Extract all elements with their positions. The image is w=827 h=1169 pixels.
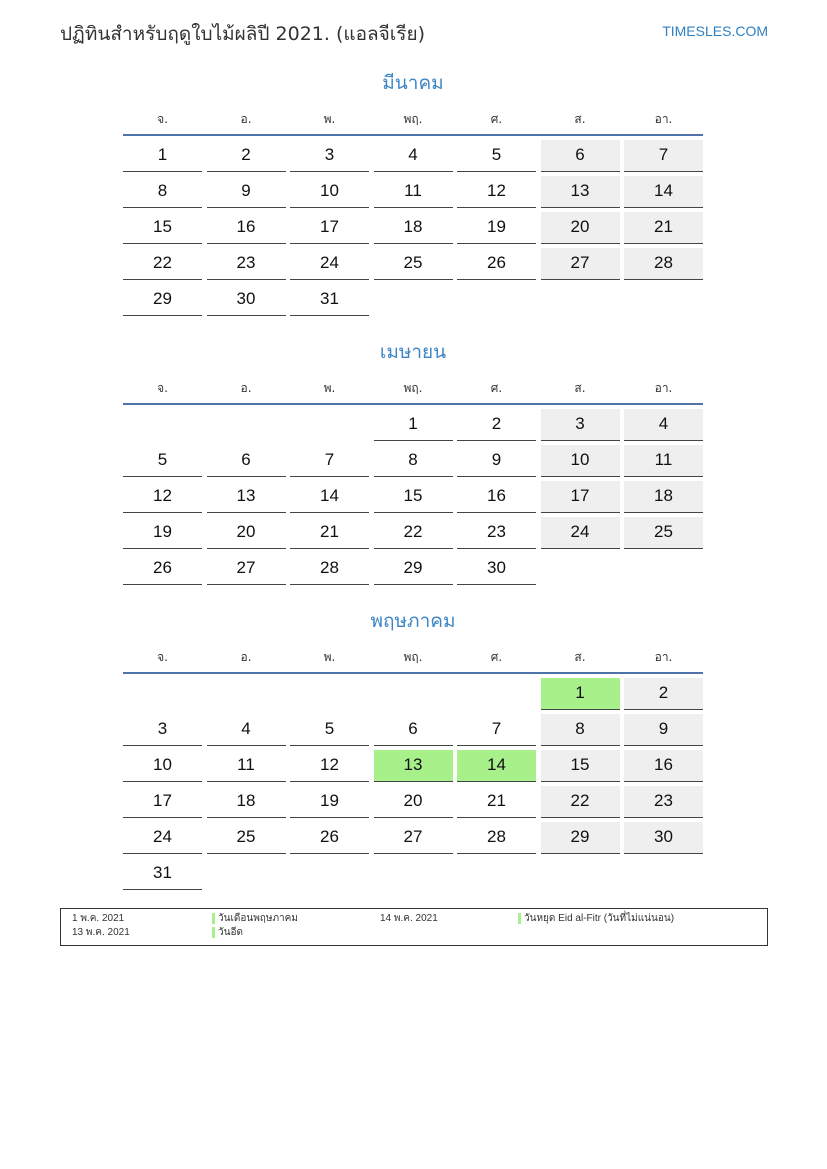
weekday-label: ศ.	[490, 112, 503, 126]
weekday-label: พฤ.	[403, 650, 423, 664]
month-title: พฤษภาคม	[370, 610, 456, 632]
month-title: เมษายน	[379, 341, 447, 363]
empty-day-cell	[457, 284, 536, 316]
day-cell: 31	[123, 858, 202, 890]
day-cell: 26	[123, 553, 202, 585]
day-cell: 17	[541, 481, 620, 513]
empty-day-cell	[541, 553, 620, 585]
day-cell: 11	[207, 750, 286, 782]
day-cell: 23	[207, 248, 286, 280]
day-cell: 21	[457, 786, 536, 818]
day-cell: 16	[457, 481, 536, 513]
day-cell: 5	[457, 140, 536, 172]
week-row	[123, 513, 703, 549]
day-cell: 9	[207, 176, 286, 208]
day-cell: 28	[290, 553, 369, 585]
site-link[interactable]: TIMESLES.COM	[662, 23, 768, 39]
empty-day-cell	[123, 678, 202, 710]
empty-day-cell	[374, 284, 453, 316]
weekday-label: ส.	[574, 650, 586, 664]
weekday-label: พฤ.	[403, 381, 423, 395]
month-calendar	[123, 339, 703, 585]
day-cell: 30	[207, 284, 286, 316]
day-cell: 22	[541, 786, 620, 818]
day-cell: 25	[374, 248, 453, 280]
day-cell: 6	[374, 714, 453, 746]
day-cell: 4	[374, 140, 453, 172]
day-cell: 9	[457, 445, 536, 477]
legend-date: 14 พ.ค. 2021	[380, 913, 438, 924]
empty-day-cell	[290, 678, 369, 710]
weekday-label: พ.	[323, 381, 336, 395]
empty-day-cell	[290, 409, 369, 441]
week-row	[123, 172, 703, 208]
day-cell: 25	[207, 822, 286, 854]
day-cell: 24	[290, 248, 369, 280]
day-cell: 9	[624, 714, 703, 746]
weekday-label: จ.	[157, 650, 168, 664]
day-cell: 19	[123, 517, 202, 549]
day-cell: 3	[290, 140, 369, 172]
week-row	[123, 818, 703, 854]
day-cell: 29	[374, 553, 453, 585]
day-cell: 16	[624, 750, 703, 782]
week-row	[123, 208, 703, 244]
empty-day-cell	[624, 553, 703, 585]
legend-row	[61, 926, 767, 939]
day-cell: 22	[374, 517, 453, 549]
day-cell: 28	[624, 248, 703, 280]
day-cell: 7	[290, 445, 369, 477]
week-row	[123, 244, 703, 280]
week-row	[123, 549, 703, 585]
day-cell: 19	[290, 786, 369, 818]
empty-day-cell	[207, 858, 286, 890]
day-cell: 26	[457, 248, 536, 280]
day-cell: 12	[457, 176, 536, 208]
weekday-label: จ.	[157, 381, 168, 395]
legend-holiday-name: วันหยุด Eid al-Fitr (วันที่ไม่แน่นอน)	[518, 912, 674, 925]
day-cell: 14	[290, 481, 369, 513]
day-cell: 1	[374, 409, 453, 441]
day-cell: 28	[457, 822, 536, 854]
empty-day-cell	[374, 678, 453, 710]
day-cell: 2	[624, 678, 703, 710]
empty-day-cell	[123, 409, 202, 441]
day-cell: 17	[290, 212, 369, 244]
day-cell: 1	[123, 140, 202, 172]
day-cell: 14	[624, 176, 703, 208]
week-row	[123, 710, 703, 746]
day-cell: 7	[457, 714, 536, 746]
legend-row	[61, 912, 767, 925]
day-cell: 30	[624, 822, 703, 854]
day-cell: 18	[374, 212, 453, 244]
day-cell: 8	[123, 176, 202, 208]
empty-day-cell	[541, 284, 620, 316]
day-cell: 23	[457, 517, 536, 549]
empty-day-cell	[624, 284, 703, 316]
day-cell: 15	[123, 212, 202, 244]
weekday-label: ศ.	[490, 650, 503, 664]
empty-day-cell	[541, 858, 620, 890]
empty-day-cell	[207, 678, 286, 710]
weekday-label: พ.	[323, 112, 336, 126]
weekday-label: อา.	[654, 112, 673, 126]
weekday-label: จ.	[157, 112, 168, 126]
legend-holiday-name: วันอีด	[212, 926, 243, 939]
weekday-label: พ.	[323, 650, 336, 664]
day-cell: 27	[207, 553, 286, 585]
month-title: มีนาคม	[382, 72, 444, 94]
empty-day-cell	[457, 858, 536, 890]
empty-day-cell	[624, 858, 703, 890]
holiday-legend	[60, 908, 768, 946]
holiday-day-cell: 1	[541, 678, 620, 710]
day-cell: 15	[541, 750, 620, 782]
empty-day-cell	[374, 858, 453, 890]
day-cell: 25	[624, 517, 703, 549]
week-row	[123, 746, 703, 782]
day-cell: 3	[541, 409, 620, 441]
legend-date: 13 พ.ค. 2021	[72, 927, 130, 938]
week-row	[123, 782, 703, 818]
day-cell: 5	[290, 714, 369, 746]
day-cell: 26	[290, 822, 369, 854]
day-cell: 10	[123, 750, 202, 782]
week-row	[123, 854, 703, 890]
weekday-label: อา.	[654, 381, 673, 395]
day-cell: 17	[123, 786, 202, 818]
weekday-header-row	[123, 109, 703, 129]
day-cell: 3	[123, 714, 202, 746]
day-cell: 21	[290, 517, 369, 549]
day-cell: 29	[541, 822, 620, 854]
day-cell: 20	[541, 212, 620, 244]
day-cell: 24	[541, 517, 620, 549]
weekday-label: อ.	[240, 650, 252, 664]
day-cell: 13	[541, 176, 620, 208]
day-cell: 12	[290, 750, 369, 782]
weekday-label: พฤ.	[403, 112, 423, 126]
week-row	[123, 405, 703, 441]
empty-day-cell	[290, 858, 369, 890]
day-cell: 22	[123, 248, 202, 280]
day-cell: 18	[207, 786, 286, 818]
day-cell: 10	[290, 176, 369, 208]
day-cell: 27	[541, 248, 620, 280]
empty-day-cell	[457, 678, 536, 710]
legend-date: 1 พ.ค. 2021	[72, 913, 125, 924]
weekday-header-row	[123, 647, 703, 667]
legend-holiday-name: วันเดือนพฤษภาคม	[212, 912, 298, 925]
day-cell: 18	[624, 481, 703, 513]
day-cell: 20	[374, 786, 453, 818]
week-row	[123, 674, 703, 710]
day-cell: 15	[374, 481, 453, 513]
day-cell: 24	[123, 822, 202, 854]
week-row	[123, 136, 703, 172]
day-cell: 5	[123, 445, 202, 477]
day-cell: 19	[457, 212, 536, 244]
day-cell: 7	[624, 140, 703, 172]
day-cell: 4	[624, 409, 703, 441]
day-cell: 13	[207, 481, 286, 513]
day-cell: 29	[123, 284, 202, 316]
day-cell: 12	[123, 481, 202, 513]
holiday-day-cell: 14	[457, 750, 536, 782]
day-cell: 2	[457, 409, 536, 441]
month-calendar	[123, 608, 703, 890]
day-cell: 31	[290, 284, 369, 316]
day-cell: 23	[624, 786, 703, 818]
day-cell: 11	[624, 445, 703, 477]
page-title: ปฏิทินสำหรับฤดูใบไม้ผลิปี 2021. (แอลจีเรีย)	[60, 23, 426, 45]
day-cell: 8	[541, 714, 620, 746]
weekday-label: อ.	[240, 381, 252, 395]
weekday-label: อา.	[654, 650, 673, 664]
weekday-label: ศ.	[490, 381, 503, 395]
holiday-day-cell: 13	[374, 750, 453, 782]
weekday-label: ส.	[574, 112, 586, 126]
day-cell: 21	[624, 212, 703, 244]
empty-day-cell	[207, 409, 286, 441]
weekday-label: อ.	[240, 112, 252, 126]
day-cell: 8	[374, 445, 453, 477]
day-cell: 6	[541, 140, 620, 172]
week-row	[123, 280, 703, 316]
week-row	[123, 477, 703, 513]
day-cell: 27	[374, 822, 453, 854]
day-cell: 30	[457, 553, 536, 585]
week-row	[123, 441, 703, 477]
day-cell: 6	[207, 445, 286, 477]
weekday-header-row	[123, 378, 703, 398]
day-cell: 2	[207, 140, 286, 172]
month-calendar	[123, 70, 703, 316]
day-cell: 10	[541, 445, 620, 477]
day-cell: 16	[207, 212, 286, 244]
weekday-label: ส.	[574, 381, 586, 395]
day-cell: 11	[374, 176, 453, 208]
day-cell: 4	[207, 714, 286, 746]
day-cell: 20	[207, 517, 286, 549]
